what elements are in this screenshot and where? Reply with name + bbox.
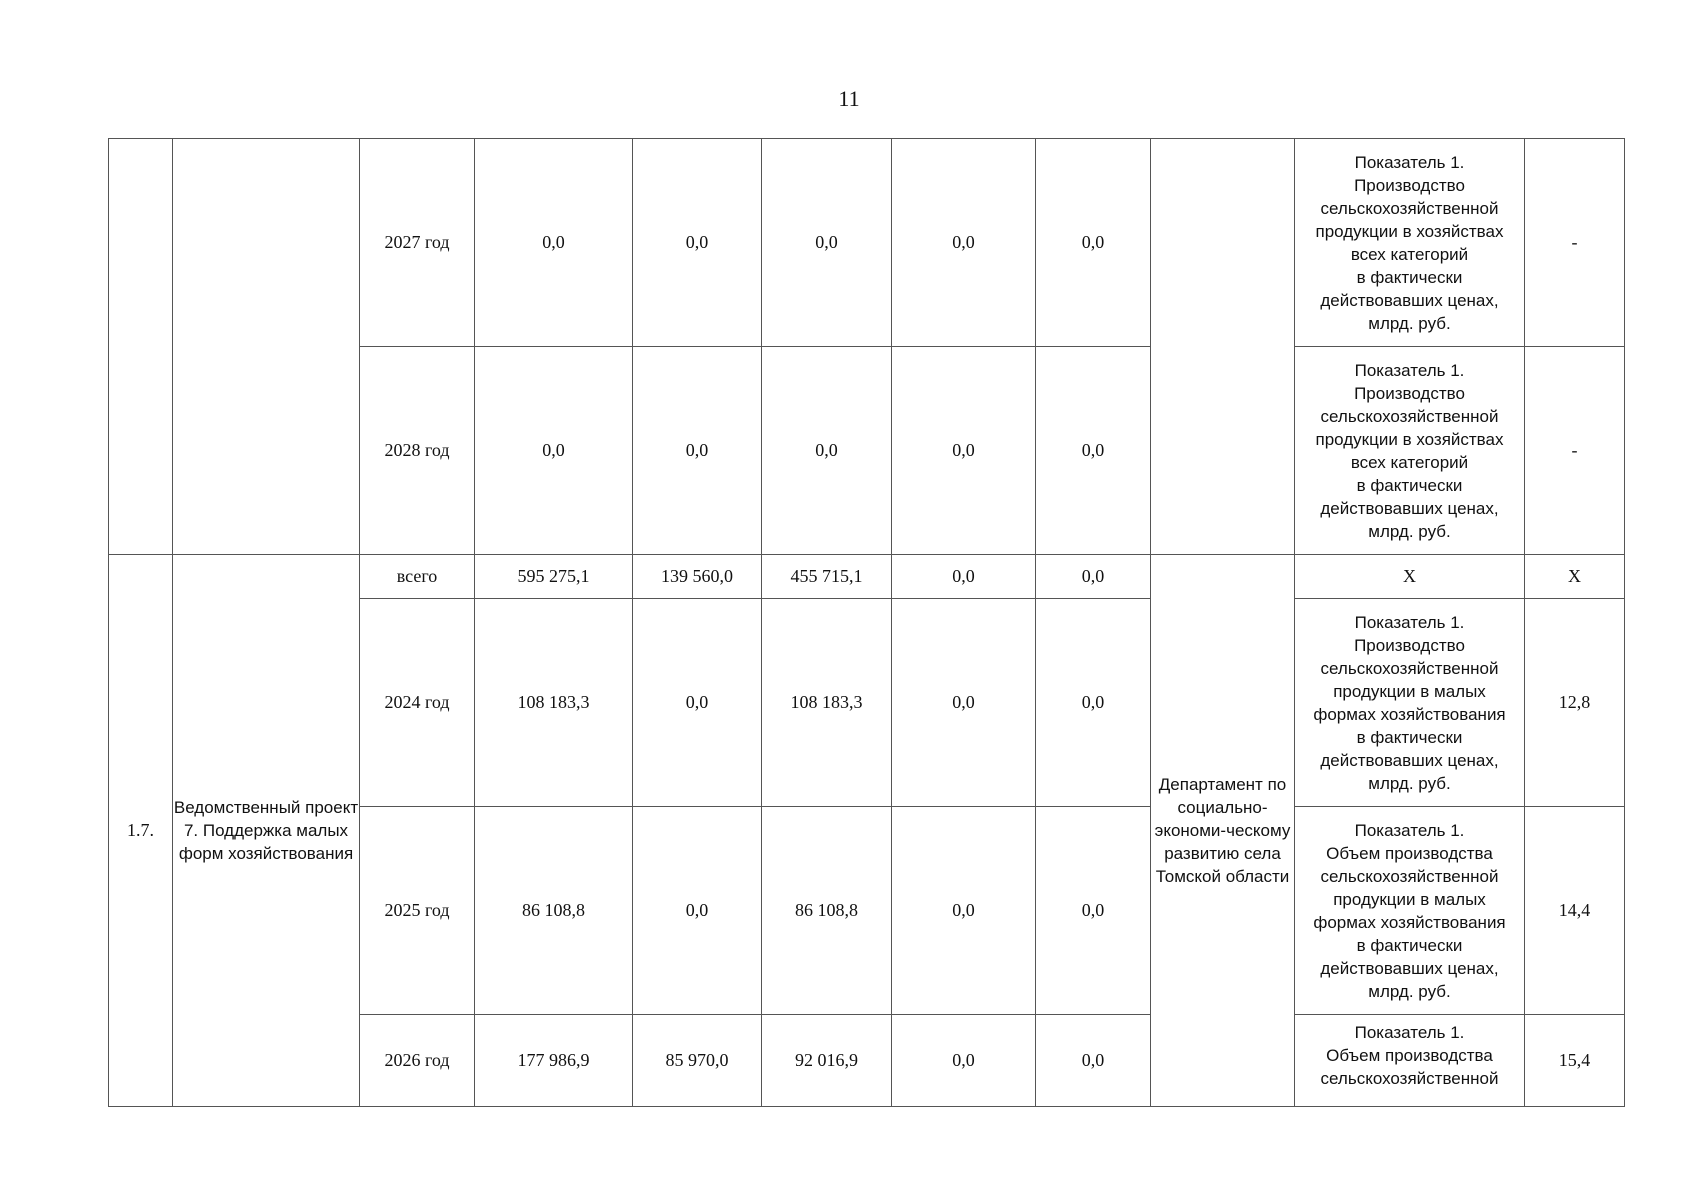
value-total: 0,0	[475, 139, 633, 347]
value-federal: 0,0	[633, 139, 762, 347]
indicator-cell	[1295, 1015, 1525, 1107]
table-row	[109, 139, 1625, 347]
value-total: 177 986,9	[475, 1015, 633, 1107]
value-local: 0,0	[892, 599, 1036, 807]
year-cell: 2024 год	[360, 599, 475, 807]
row-name-cell	[173, 139, 360, 555]
value-local: 0,0	[892, 347, 1036, 555]
value-total: 0,0	[475, 347, 633, 555]
target-value: 12,8	[1525, 599, 1625, 807]
indicator-cell: Показатель 1. Производство сельскохозяйственной продукции в хозяйствах всех категорий в фактически действовавших ценах, млрд. руб.	[1295, 139, 1525, 347]
value-federal: 139 560,0	[633, 555, 762, 599]
indicator-cell: Показатель 1. Объем производства сельскохозяйственной продукции в малых формах хозяйствования в фактически действовавших ценах, млрд. руб.	[1295, 807, 1525, 1015]
department-cell: Департамент по социально-экономи-ческому развитию села Томской области	[1151, 555, 1295, 1107]
value-local: 0,0	[892, 1015, 1036, 1107]
year-cell: 2026 год	[360, 1015, 475, 1107]
target-value: -	[1525, 347, 1625, 555]
value-other: 0,0	[1036, 139, 1151, 347]
value-other: 0,0	[1036, 599, 1151, 807]
value-other: 0,0	[1036, 347, 1151, 555]
value-other: 0,0	[1036, 807, 1151, 1015]
value-local: 0,0	[892, 555, 1036, 599]
value-other: 0,0	[1036, 555, 1151, 599]
year-cell: 2027 год	[360, 139, 475, 347]
table-row	[109, 555, 1625, 599]
indicator-cell: Показатель 1. Производство сельскохозяйственной продукции в хозяйствах всех категорий в фактически действовавших ценах, млрд. руб.	[1295, 347, 1525, 555]
value-regional: 0,0	[762, 139, 892, 347]
department-cell	[1151, 139, 1295, 555]
value-total: 595 275,1	[475, 555, 633, 599]
indicator-cell: X	[1295, 555, 1525, 599]
year-cell: 2028 год	[360, 347, 475, 555]
value-regional: 86 108,8	[762, 807, 892, 1015]
target-value: -	[1525, 139, 1625, 347]
value-other: 0,0	[1036, 1015, 1151, 1107]
value-local: 0,0	[892, 807, 1036, 1015]
indicator-cell: Показатель 1. Производство сельскохозяйственной продукции в малых формах хозяйствования в фактически действовавших ценах, млрд. руб.	[1295, 599, 1525, 807]
target-value: 15,4	[1525, 1015, 1625, 1107]
row-number-cell	[109, 139, 173, 555]
value-local: 0,0	[892, 139, 1036, 347]
value-total: 86 108,8	[475, 807, 633, 1015]
value-federal: 0,0	[633, 807, 762, 1015]
value-regional: 92 016,9	[762, 1015, 892, 1107]
target-value: 14,4	[1525, 807, 1625, 1015]
program-table	[108, 138, 1625, 1107]
page-number: 11	[838, 86, 860, 111]
value-total: 108 183,3	[475, 599, 633, 807]
year-cell: 2025 год	[360, 807, 475, 1015]
section-number: 1.7.	[109, 555, 173, 1107]
value-regional: 108 183,3	[762, 599, 892, 807]
value-regional: 0,0	[762, 347, 892, 555]
section-name: Ведомственный проект 7. Поддержка малых форм хозяйствования	[173, 555, 360, 1107]
target-value: X	[1525, 555, 1625, 599]
value-federal: 0,0	[633, 347, 762, 555]
value-federal: 0,0	[633, 599, 762, 807]
value-regional: 455 715,1	[762, 555, 892, 599]
total-label: всего	[360, 555, 475, 599]
value-federal: 85 970,0	[633, 1015, 762, 1107]
indicator-text: Показатель 1. Объем производства сельскохозяйственной	[1320, 1022, 1499, 1088]
